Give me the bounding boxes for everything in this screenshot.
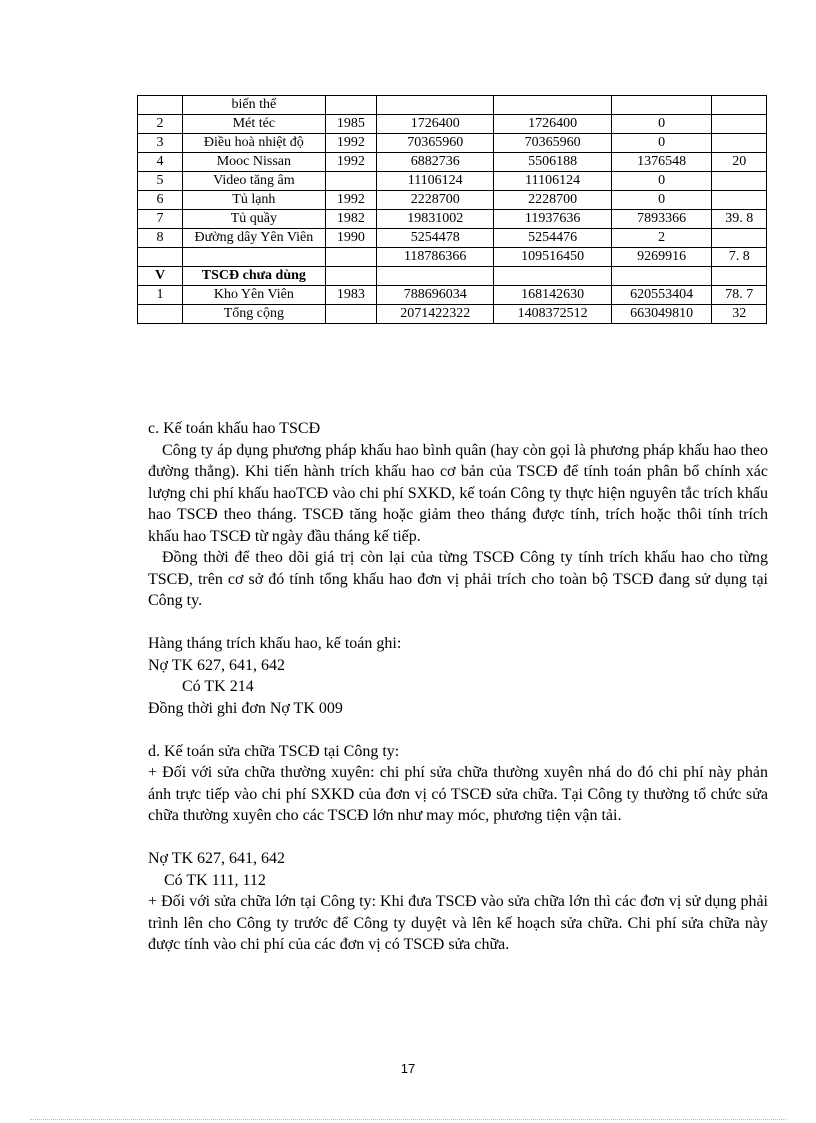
asset-name-cell: Tủ quầy (183, 210, 326, 229)
page-number: 17 (400, 1061, 416, 1076)
depreciation-cell: 11937636 (494, 210, 611, 229)
stt-cell (138, 248, 183, 267)
year-cell: 1992 (325, 191, 376, 210)
percent-cell: 7. 8 (712, 248, 767, 267)
table-row (138, 115, 767, 134)
table-row (138, 172, 767, 191)
asset-name-cell: Tổng cộng (183, 305, 326, 324)
percent-cell: 78. 7 (712, 286, 767, 305)
remaining-value-cell: 9269916 (611, 248, 712, 267)
original-value-cell: 19831002 (377, 210, 494, 229)
depreciation-cell: 1726400 (494, 115, 611, 134)
fixed-assets-table (137, 95, 767, 324)
page-bottom-rule (30, 1119, 786, 1120)
depreciation-cell: 2228700 (494, 191, 611, 210)
depreciation-cell: 109516450 (494, 248, 611, 267)
depreciation-cell: 168142630 (494, 286, 611, 305)
section-c-memo-entry: Đồng thời ghi đơn Nợ TK 009 (148, 699, 343, 717)
year-cell (325, 96, 376, 115)
original-value-cell: 5254478 (377, 229, 494, 248)
year-cell: 1990 (325, 229, 376, 248)
table-row (138, 229, 767, 248)
remaining-value-cell: 1376548 (611, 153, 712, 172)
section-d-heading: d. Kế toán sửa chữa TSCĐ tại Công ty: (148, 742, 400, 760)
remaining-value-cell: 0 (611, 115, 712, 134)
section-c-entry-intro: Hàng tháng trích khấu hao, kế toán ghi: (148, 635, 402, 652)
remaining-value-cell: 620553404 (611, 286, 712, 305)
year-cell: 1992 (325, 153, 376, 172)
percent-cell: 39. 8 (712, 210, 767, 229)
stt-cell (138, 96, 183, 115)
asset-name-cell: Kho Yên Viên (183, 286, 326, 305)
stt-cell: 8 (138, 229, 183, 248)
section-d-paragraph-2: + Đối với sửa chữa lớn tại Công ty: Khi đưa TSCĐ vào sửa chữa lớn thì các đơn vị sử dụng phải trình lên cho Công ty trước để Công ty duyệt và lên kế hoạch sửa chữa. Chi phí sửa chữa này được tính vào chi phí của các đơn vị có TSCĐ sửa chữa. (148, 893, 768, 953)
remaining-value-cell: 0 (611, 172, 712, 191)
percent-cell: 20 (712, 153, 767, 172)
original-value-cell: 6882736 (377, 153, 494, 172)
percent-cell: 32 (712, 305, 767, 324)
percent-cell (712, 115, 767, 134)
original-value-cell: 70365960 (377, 134, 494, 153)
depreciation-cell: 5506188 (494, 153, 611, 172)
depreciation-cell (494, 267, 611, 286)
stt-cell (138, 305, 183, 324)
percent-cell (712, 172, 767, 191)
percent-cell (712, 96, 767, 115)
original-value-cell: 788696034 (377, 286, 494, 305)
table-row (138, 210, 767, 229)
section-c-credit-entry: Có TK 214 (182, 678, 254, 695)
asset-name-cell: Video tăng âm (183, 172, 326, 191)
stt-cell: 3 (138, 134, 183, 153)
section-c (148, 418, 768, 956)
depreciation-cell: 5254476 (494, 229, 611, 248)
table-row (138, 153, 767, 172)
original-value-cell: 11106124 (377, 172, 494, 191)
year-cell: 1983 (325, 286, 376, 305)
table-row (138, 134, 767, 153)
table-row (138, 191, 767, 210)
remaining-value-cell: 0 (611, 191, 712, 210)
asset-name-cell: biến thế (183, 96, 326, 115)
stt-cell: 5 (138, 172, 183, 191)
stt-cell: 1 (138, 286, 183, 305)
original-value-cell: 2228700 (377, 191, 494, 210)
section-c-paragraph-1: Công ty áp dụng phương pháp khấu hao bình quân (hay còn gọi là phương pháp khấu hao theo đường thẳng). Khi tiến hành trích khấu hao cơ bản của TSCĐ để tính toán phân bổ chính xác lượng chi phí khấu haoTCĐ vào chi phí SXKD, kế toán Công ty thực hiện nguyên tắc trích khấu hao TSCĐ theo tháng. TSCĐ tăng hoặc giảm theo tháng được tính, trích hoặc thôi tính trích khấu hao TSCĐ từ ngày đầu tháng kế tiếp. (148, 441, 768, 545)
table-row (138, 286, 767, 305)
stt-cell: 4 (138, 153, 183, 172)
year-cell: 1982 (325, 210, 376, 229)
table-row (138, 96, 767, 115)
fixed-assets-table-body (138, 96, 767, 324)
depreciation-cell: 11106124 (494, 172, 611, 191)
asset-name-cell: TSCĐ chưa dùng (183, 267, 326, 286)
depreciation-cell (494, 96, 611, 115)
depreciation-cell: 70365960 (494, 134, 611, 153)
table-row (138, 305, 767, 324)
section-c-debit-entry: Nợ TK 627, 641, 642 (148, 656, 286, 674)
original-value-cell: 2071422322 (377, 305, 494, 324)
original-value-cell: 118786366 (377, 248, 494, 267)
remaining-value-cell (611, 267, 712, 286)
table-row (138, 267, 767, 286)
stt-cell: 6 (138, 191, 183, 210)
stt-cell: 2 (138, 115, 183, 134)
asset-name-cell: Tủ lạnh (183, 191, 326, 210)
depreciation-cell: 1408372512 (494, 305, 611, 324)
year-cell (325, 267, 376, 286)
original-value-cell (377, 96, 494, 115)
year-cell: 1985 (325, 115, 376, 134)
asset-name-cell: Điều hoà nhiệt độ (183, 134, 326, 153)
remaining-value-cell: 0 (611, 134, 712, 153)
percent-cell (712, 267, 767, 286)
section-c-paragraph-2: Đồng thời để theo dõi giá trị còn lại của từng TSCĐ Công ty tính trích khấu hao cho từng TSCĐ, trên cơ sở đó tính tổng khấu hao đơn vị phải trích cho toàn bộ TSCĐ đang sử dụng tại Công ty. (148, 549, 768, 609)
asset-name-cell (183, 248, 326, 267)
asset-name-cell: Mooc Nissan (183, 153, 326, 172)
asset-name-cell: Đường dây Yên Viên (183, 229, 326, 248)
percent-cell (712, 229, 767, 248)
percent-cell (712, 191, 767, 210)
table-row (138, 248, 767, 267)
remaining-value-cell: 2 (611, 229, 712, 248)
remaining-value-cell (611, 96, 712, 115)
year-cell: 1992 (325, 134, 376, 153)
year-cell (325, 248, 376, 267)
remaining-value-cell: 7893366 (611, 210, 712, 229)
remaining-value-cell: 663049810 (611, 305, 712, 324)
stt-cell: V (138, 267, 183, 286)
section-c-heading: c. Kế toán khấu hao TSCĐ (148, 420, 321, 437)
original-value-cell (377, 267, 494, 286)
percent-cell (712, 134, 767, 153)
year-cell (325, 172, 376, 191)
asset-name-cell: Mét téc (183, 115, 326, 134)
section-d-credit-entry: Có TK 111, 112 (164, 871, 266, 889)
year-cell (325, 305, 376, 324)
stt-cell: 7 (138, 210, 183, 229)
section-d-debit-entry: Nợ TK 627, 641, 642 (148, 850, 286, 867)
original-value-cell: 1726400 (377, 115, 494, 134)
section-d-paragraph-1: + Đối với sửa chữa thường xuyên: chi phí sửa chữa thường xuyên nhá do đó chi phí này phản ánh trực tiếp vào chi phí SXKD của đơn vị có TSCĐ sửa chữa. Tại Công ty thường tổ chức sửa chữa thường xuyên cho các TSCĐ lớn như may móc, phương tiện vận tải. (148, 764, 768, 824)
